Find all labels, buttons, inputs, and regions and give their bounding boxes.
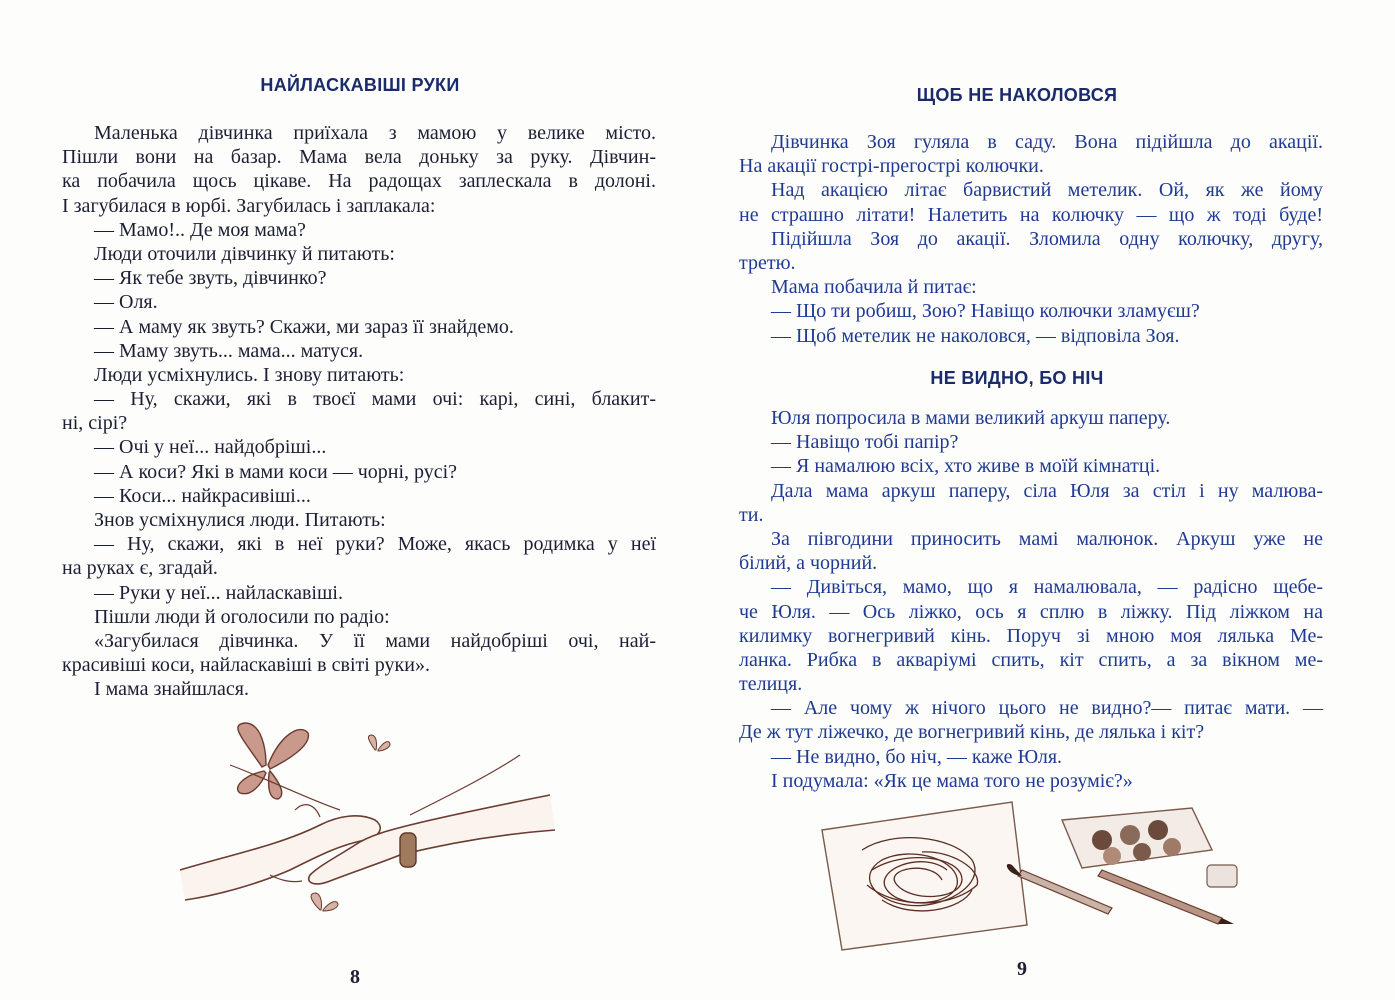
- text-line: Пішли люди й оголосили по радіо:: [94, 605, 390, 628]
- text-line: — Як тебе звуть, дівчинко?: [94, 267, 327, 290]
- story-text-right-2: [739, 406, 1323, 793]
- text-line: — А коси? Які в мами коси — чорні, русі?: [94, 460, 458, 483]
- left-page: [0, 0, 697, 1000]
- text-line: красивіші коси, найласкавіші в світі руки».: [62, 654, 430, 677]
- watch-icon: [400, 833, 416, 867]
- hands-with-butterflies-illustration: [170, 705, 570, 925]
- text-line: — Навіщо тобі папір?: [771, 431, 959, 454]
- text-line: — Мамо!.. Де моя мама?: [94, 218, 306, 241]
- text-line: Люди усміхнулись. І знову питають:: [94, 363, 405, 386]
- scribbled-drawing-with-paints-illustration: [812, 790, 1252, 960]
- text-line: — Ну, скажи, які в неї руки? Може, якась родимка у неї: [94, 533, 656, 556]
- text-line: телиця.: [739, 673, 803, 696]
- text-line: — Дивіться, мамо, що я намалювала, — радісно щебе-: [771, 576, 1323, 599]
- text-line: — Я намалюю всіх, хто живе в моїй кімнатці.: [771, 455, 1161, 478]
- text-line: «Загубилася дівчинка. У її мами найдобріші очі, най-: [94, 629, 656, 652]
- text-line: третю.: [739, 251, 796, 274]
- paper-sheet: [822, 802, 1027, 950]
- text-line: ка побачила щось цікаве. На радощах заплескала в долоні.: [62, 170, 656, 193]
- text-line: І подумала: «Як це мама того не розуміє?»: [771, 769, 1133, 792]
- text-line: — Коси... найкрасивіші...: [94, 484, 311, 507]
- story-title-right-1: ЩОБ НЕ НАКОЛОВСЯ: [916, 85, 1118, 105]
- page-number-left: 8: [350, 966, 360, 988]
- text-line: на руках є, згадай.: [62, 557, 218, 580]
- page-number-right: 9: [1017, 958, 1027, 980]
- text-line: — Що ти робиш, Зою? Навіщо колючки зламуєш?: [771, 300, 1200, 323]
- text-line: — Не видно, бо ніч, — каже Юля.: [771, 745, 1063, 768]
- story-text-right-1: [739, 130, 1323, 348]
- text-line: Підійшла Зоя до акації. Зломила одну колючку, другу,: [771, 227, 1323, 250]
- text-line: — Маму звуть... мама... матуся.: [94, 339, 364, 362]
- story-title-left: НАЙЛАСКАВІШІ РУКИ: [260, 75, 460, 95]
- text-line: ланка. Рибка в акваріумі спить, кіт спить, а за вікном ме-: [739, 648, 1323, 671]
- text-line: білий, а чорний.: [739, 552, 878, 575]
- text-line: На акації гострі-прегострі колючки.: [739, 155, 1044, 178]
- text-line: — Щоб метелик не наколовся, — відповіла Зоя.: [771, 324, 1180, 347]
- butterfly-icon: [238, 723, 309, 799]
- text-line: не страшно літати! Налетить на колючку — що ж тоді буде!: [739, 203, 1323, 226]
- text-line: Дала мама аркуш паперу, сіла Юля за стіл і ну малюва-: [771, 479, 1323, 502]
- text-line: Юля попросила в мами великий аркуш паперу.: [771, 407, 1171, 429]
- text-line: ти.: [739, 503, 764, 526]
- story-text-left: [62, 121, 656, 702]
- text-line: ні, сірі?: [62, 412, 128, 435]
- text-line: — Очі у неї... найдобріші...: [94, 436, 327, 459]
- text-line: — Оля.: [94, 291, 158, 314]
- text-line: Знов усміхнулися люди. Питають:: [94, 509, 386, 531]
- text-line: Де ж тут ліжечко, де вогнегривий кінь, де лялька і кіт?: [739, 721, 1205, 744]
- text-line: — Але чому ж нічого цього не видно?— питає мати. —: [771, 697, 1323, 720]
- text-line: — Ну, скажи, які в твоєї мами очі: карі, сині, блакит-: [94, 388, 656, 411]
- text-line: — Руки у неї... найласкавіші.: [94, 581, 343, 604]
- butterfly-icon: [368, 735, 390, 751]
- text-line: Маленька дівчинка приїхала з мамою у велике місто.: [94, 122, 656, 144]
- text-line: Над акацією літає барвистий метелик. Ой, як же йому: [771, 179, 1323, 202]
- text-line: Пішли вони на базар. Мама вела доньку за руку. Дівчин-: [62, 146, 656, 169]
- text-line: І загубилася в юрбі. Загубилась і заплакала:: [62, 194, 436, 217]
- story-title-right-2: НЕ ВИДНО, БО НІЧ: [930, 368, 1104, 388]
- text-line: килимку вогнегривий кінь. Поруч зі мною моя лялька Ме-: [739, 624, 1323, 647]
- text-line: Дівчинка Зоя гуляла в саду. Вона підійшла до акації.: [771, 131, 1323, 153]
- right-page: [697, 0, 1395, 1000]
- text-line: — А маму як звуть? Скажи, ми зараз її знайдемо.: [94, 315, 514, 338]
- paint-box-icon: [1062, 808, 1212, 868]
- butterfly-icon: [311, 893, 338, 911]
- text-line: че Юля. — Ось ліжко, ось я сплю в ліжку. Під ліжком на: [739, 600, 1323, 623]
- text-line: Мама побачила й питає:: [771, 276, 977, 299]
- text-line: Люди оточили дівчинку й питають:: [94, 242, 395, 265]
- eraser-icon: [1207, 865, 1237, 887]
- text-line: За півгодини приносить мамі малюнок. Аркуш уже не: [771, 527, 1323, 550]
- text-line: І мама знайшлася.: [94, 678, 249, 701]
